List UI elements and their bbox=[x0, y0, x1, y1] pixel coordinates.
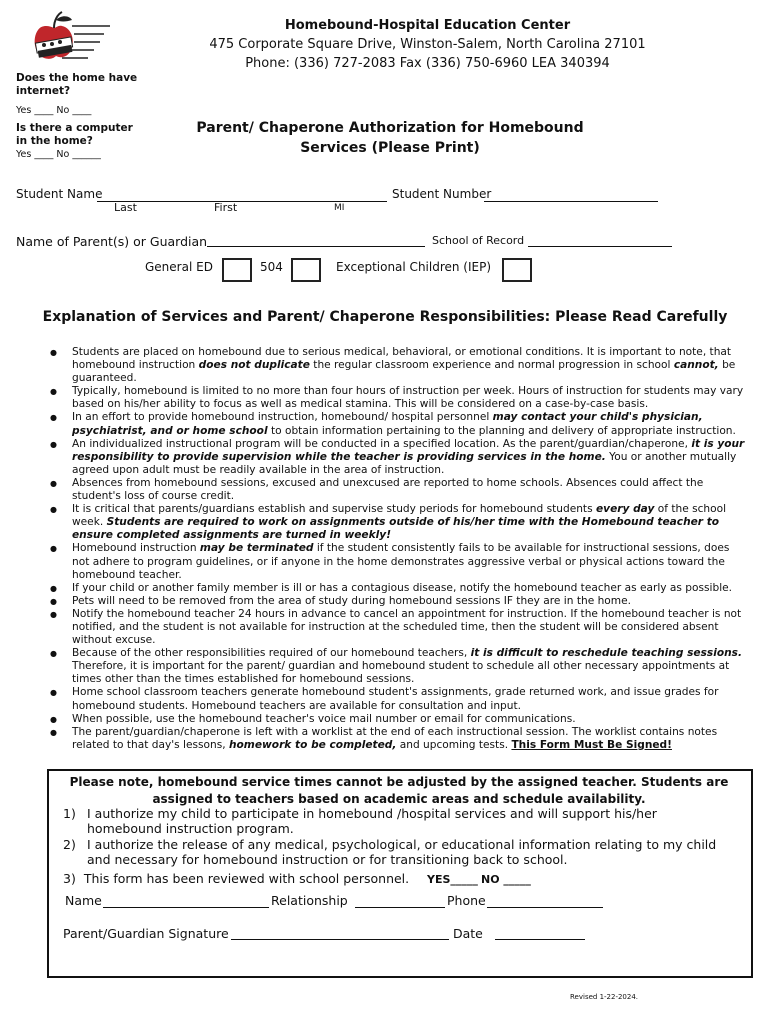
signature-field[interactable] bbox=[231, 939, 449, 940]
relationship-field[interactable] bbox=[355, 907, 445, 908]
school-of-record-label: School of Record bbox=[432, 234, 525, 247]
responsibility-item: ● Typically, homebound is limited to no more than four hours of instruction per week. Hours of instruction for students may vary based on his/her ability to focus as well as medical stamina. This will be considered on a case-by-case basis. bbox=[46, 385, 746, 411]
reviewed-yes[interactable]: YES_____ bbox=[427, 873, 478, 886]
responsibilities-list bbox=[46, 346, 746, 752]
responsibility-item: ● Homebound instruction may be terminated if the student consistently fails to be available for instructional sessions, does not adhere to program guidelines, or if anyone in the home demonstrates aggressive verbal or physical actions toward the homebound teacher. bbox=[46, 542, 746, 581]
first-name-caption: First bbox=[214, 201, 238, 214]
student-number-field[interactable] bbox=[484, 201, 658, 202]
emphasis-text: it is your responsibility to provide supervision while the teacher is providing services in the home. bbox=[72, 437, 745, 463]
name-label: Name bbox=[65, 893, 102, 908]
apple-with-books-logo-icon bbox=[28, 8, 112, 70]
student-name-label: Student Name bbox=[16, 187, 103, 201]
phone-field[interactable] bbox=[487, 907, 603, 908]
emphasis-text: it is difficult to reschedule teaching sessions. bbox=[470, 647, 743, 660]
revised-date: Revised 1-22-2024. bbox=[570, 993, 639, 1001]
org-phone: Phone: (336) 727-2083 Fax (336) 750-6960 LEA 340394 bbox=[245, 56, 610, 71]
date-field[interactable] bbox=[495, 939, 585, 940]
form-title-line2: Services (Please Print) bbox=[300, 140, 480, 156]
emphasis-text: Students are required to work on assignments outside of his/her time with the Homebound teacher to ensure completed assignments are turned in weekly! bbox=[72, 516, 720, 542]
ec-label: Exceptional Children (IEP) bbox=[336, 260, 492, 274]
item-text: This form has been reviewed with school personnel. bbox=[83, 871, 410, 886]
item-text: I authorize my child to participate in homebound /hospital services and will support his/her homebound instruction program. bbox=[87, 806, 657, 836]
last-name-caption: Last bbox=[114, 201, 137, 214]
internet-question-label: Does the home have internet? bbox=[16, 72, 138, 97]
authorization-box bbox=[47, 769, 753, 978]
responsibility-item: ● The parent/guardian/chaperone is left with a worklist at the end of each instructional session. The worklist contains notes related to that day's lessons, homework to be completed, and upcoming tests. This Form Must Be Signed! bbox=[46, 726, 746, 752]
emphasis-text: every day bbox=[595, 503, 655, 516]
504-label: 504 bbox=[260, 260, 283, 274]
parent-name-label: Name of Parent(s) or Guardian bbox=[16, 234, 208, 249]
student-name-field[interactable] bbox=[97, 201, 387, 202]
computer-yes-no[interactable]: Yes ____ No ______ bbox=[16, 149, 101, 160]
school-of-record-field[interactable] bbox=[528, 246, 672, 247]
responsibility-item: ● Notify the homebound teacher 24 hours in advance to cancel an appointment for instruction. If the homebound teacher is not notified, and the student is not available for instruction at the scheduled time, then the student will be considered absent without excuse. bbox=[46, 608, 746, 647]
emphasis-text: does not duplicate bbox=[198, 359, 310, 372]
emphasis-text: cannot, bbox=[673, 359, 719, 372]
authorization-item-2 bbox=[63, 837, 733, 867]
mi-caption: MI bbox=[334, 203, 345, 213]
item-number: 2) bbox=[63, 837, 76, 852]
authorization-heading: Please note, homebound service times cannot be adjusted by the assigned teacher. Students are assigned to teachers based on academic areas and schedule availability. bbox=[69, 775, 729, 806]
ec-checkbox[interactable] bbox=[502, 258, 532, 282]
header bbox=[150, 16, 705, 73]
name-field[interactable] bbox=[103, 907, 269, 908]
responsibility-item: ● In an effort to provide homebound instruction, homebound/ hospital personnel may contact your child's physician, psychiatrist, and or home school to obtain information pertaining to the planning and delivery of appropriate instruction. bbox=[46, 411, 746, 437]
emphasis-text: may contact your child's physician, psychiatrist, and or home school bbox=[72, 411, 703, 437]
form-title bbox=[180, 118, 600, 158]
responsibility-item: ● Absences from homebound sessions, excused and unexcused are reported to home schools. Absences could affect the student's loss of course credit. bbox=[46, 477, 746, 503]
explanation-heading: Explanation of Services and Parent/ Chaperone Responsibilities: Please Read Carefully bbox=[42, 309, 728, 325]
org-address: 475 Corporate Square Drive, Winston-Salem, North Carolina 27101 bbox=[209, 37, 646, 52]
student-number-label: Student Number bbox=[392, 187, 492, 201]
computer-question-label: Is there a computer in the home? bbox=[16, 122, 133, 147]
parent-name-field[interactable] bbox=[207, 246, 425, 247]
authorization-item-1 bbox=[63, 806, 733, 836]
general-ed-label: General ED bbox=[145, 260, 213, 274]
general-ed-checkbox[interactable] bbox=[222, 258, 252, 282]
504-checkbox[interactable] bbox=[291, 258, 321, 282]
emphasis-text: homework to be completed, bbox=[228, 738, 397, 751]
relationship-label: Relationship bbox=[271, 893, 348, 908]
responsibility-item: ● An individualized instructional program will be conducted in a specified location. As the parent/guardian/chaperone, it is your responsibility to provide supervision while the teacher is providing services in the home. You or another mutually agreed upon adult must be readily available in the area of instruction. bbox=[46, 438, 746, 477]
item-text: I authorize the release of any medical, psychological, or educational information relating to my child and necessary for homebound instruction or for transitioning back to school. bbox=[87, 837, 717, 867]
responsibility-item: ● If your child or another family member is ill or has a contagious disease, notify the homebound teacher as early as possible. bbox=[46, 582, 746, 595]
internet-question bbox=[16, 72, 141, 117]
item-number: 3) bbox=[63, 871, 76, 886]
responsibility-item: ● Home school classroom teachers generate homebound student's assignments, grade returned work, and issue grades for homebound students. Homebound teachers are available for consultation and input. bbox=[46, 686, 746, 712]
internet-yes-no[interactable]: Yes ____ No ____ bbox=[16, 105, 92, 116]
emphasis-text: may be terminated bbox=[199, 542, 314, 555]
emphasis-text: This Form Must Be Signed! bbox=[511, 738, 672, 751]
authorization-item-3 bbox=[63, 871, 409, 886]
responsibility-item: ● Pets will need to be removed from the area of study during homebound sessions IF they are in the home. bbox=[46, 595, 746, 608]
phone-label: Phone bbox=[447, 893, 486, 908]
item-number: 1) bbox=[63, 806, 76, 821]
responsibility-item: ● It is critical that parents/guardians establish and supervise study periods for homebound students every day of the school week. Students are required to work on assignments outside of his/her time with the Homebound teacher to ensure completed assignments are turned in weekly! bbox=[46, 503, 746, 542]
signature-label: Parent/Guardian Signature bbox=[63, 926, 229, 941]
responsibility-item: ● Students are placed on homebound due to serious medical, behavioral, or emotional conditions. It is important to note, that homebound instruction does not duplicate the regular classroom experience and normal progression in school cannot, be guaranteed. bbox=[46, 346, 746, 385]
responsibility-item: ● When possible, use the homebound teacher's voice mail number or email for communications. bbox=[46, 713, 746, 726]
org-name: Homebound-Hospital Education Center bbox=[284, 18, 571, 33]
date-label: Date bbox=[453, 926, 483, 941]
reviewed-no[interactable]: NO _____ bbox=[481, 873, 531, 886]
responsibility-item: ● Because of the other responsibilities required of our homebound teachers, it is difficult to reschedule teaching sessions. Therefore, it is important for the parent/ guardian and homebound student to schedule all other necessary appointments at times other than the times established for homebound sessions. bbox=[46, 647, 746, 686]
computer-question bbox=[16, 122, 144, 161]
form-title-line1: Parent/ Chaperone Authorization for Homebound bbox=[196, 120, 584, 136]
